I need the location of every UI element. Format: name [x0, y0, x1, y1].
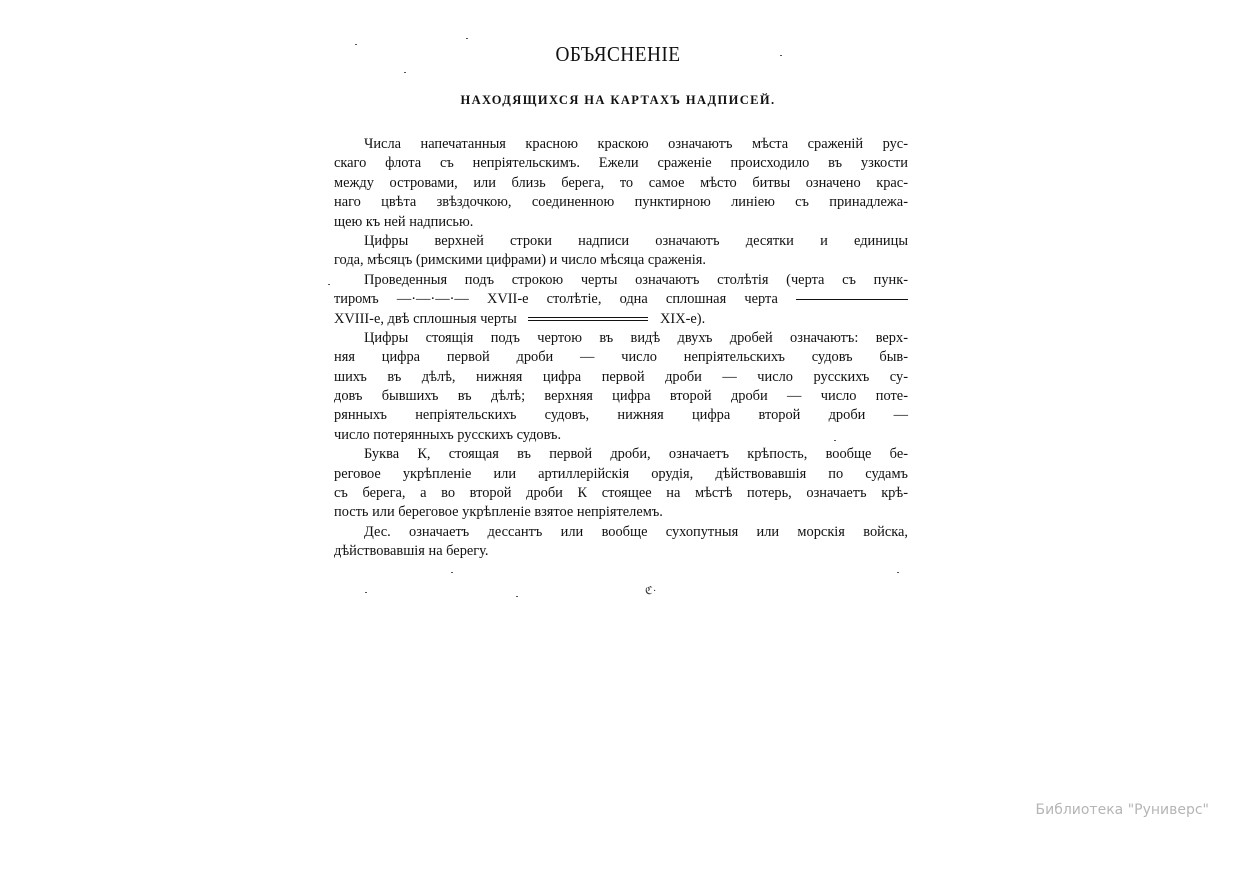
scan-speck	[404, 72, 406, 73]
text-fragment: XVIII-е, двѣ сплошныя черты	[334, 310, 517, 327]
text-line: Дес. означаетъ дессантъ или вообще сухопутныя или морскія войска,	[364, 523, 908, 540]
text-line: няя цифра первой дроби — число непріятельскихъ судовъ быв-	[334, 349, 908, 366]
text-fragment: тиромъ	[334, 291, 379, 308]
text-line: реговое укрѣпленіе или артиллерійскія орудія, дѣйствовавшія по судамъ	[334, 465, 908, 482]
text-line: Цифры верхней строки надписи означаютъ десятки и единицы	[364, 232, 908, 249]
text-line: Буква К, стоящая въ первой дроби, означаетъ крѣпость, вообще бе-	[364, 446, 908, 463]
paragraph-3	[334, 271, 908, 329]
double-line-sample	[528, 317, 648, 321]
scan-speck	[355, 44, 357, 45]
scan-speck	[780, 55, 782, 56]
text-line: Цифры стоящія подъ чертою въ видѣ двухъ дробей означаютъ: верх-	[364, 329, 908, 346]
body-text	[334, 135, 908, 562]
text-line: рянныхъ непріятельскихъ судовъ, нижняя цифра второй дроби —	[334, 407, 908, 424]
text-line	[334, 290, 908, 309]
text-line: года, мѣсяцъ (римскими цифрами) и число мѣсяца сраженія.	[334, 252, 706, 269]
text-fragment: XVII-е столѣтіе, одна сплошная черта	[486, 291, 778, 308]
text-line: скаго флота съ непріятельскимъ. Ежели сраженіе происходило въ узкости	[334, 155, 908, 172]
text-line: съ берега, а во второй дроби К стоящее на мѣстѣ потерь, означаетъ крѣ-	[334, 485, 908, 502]
single-line-sample	[796, 299, 908, 300]
scan-speck	[365, 592, 367, 593]
text-line: Проведенныя подъ строкою черты означаютъ столѣтія (черта съ пунк-	[364, 271, 908, 288]
text-line: шихъ въ дѣлѣ, нижняя цифра первой дроби — число русскихъ су-	[334, 368, 908, 385]
text-line: наго цвѣта звѣздочкою, соединенною пунктирною линіею съ принадлежа-	[334, 194, 908, 211]
text-line: пость или береговое укрѣпленіе взятое непріятелемъ.	[334, 504, 663, 521]
dash-dot-line-sample: —·—·—·—	[396, 291, 469, 308]
text-line: щею къ ней надписью.	[334, 213, 474, 230]
paragraph-6	[334, 523, 908, 562]
scan-speck	[466, 38, 468, 39]
text-line	[334, 310, 908, 329]
paragraph-5	[334, 445, 908, 523]
text-fragment: XIX-е).	[660, 310, 706, 327]
paragraph-2	[334, 232, 908, 271]
text-line: довъ бывшихъ въ дѣлѣ; верхняя цифра второй дроби — число поте-	[334, 388, 908, 405]
paragraph-1	[334, 135, 908, 232]
scan-speck	[451, 572, 453, 573]
scan-speck	[516, 596, 518, 597]
page-subtitle: НАХОДЯЩИХСЯ НА КАРТАХЪ НАДПИСЕЙ.	[460, 93, 776, 107]
library-watermark: Библиотека "Руниверс"	[1035, 802, 1209, 818]
scan-speck	[328, 284, 330, 285]
text-line: между островами, или близь берега, то самое мѣсто битвы означено крас-	[334, 174, 908, 191]
ornament-glyph: ℭ·	[645, 585, 657, 597]
paragraph-4	[334, 329, 908, 445]
page-title: ОБЪЯСНЕНІЕ	[555, 42, 681, 66]
scan-speck	[834, 440, 836, 441]
text-line: число потерянныхъ русскихъ судовъ.	[334, 426, 562, 443]
text-line: дѣйствовавшія на берегу.	[334, 543, 489, 560]
scan-speck	[897, 572, 899, 573]
text-line: Числа напечатанныя красною краскою означаютъ мѣста сраженій рус-	[364, 136, 908, 152]
